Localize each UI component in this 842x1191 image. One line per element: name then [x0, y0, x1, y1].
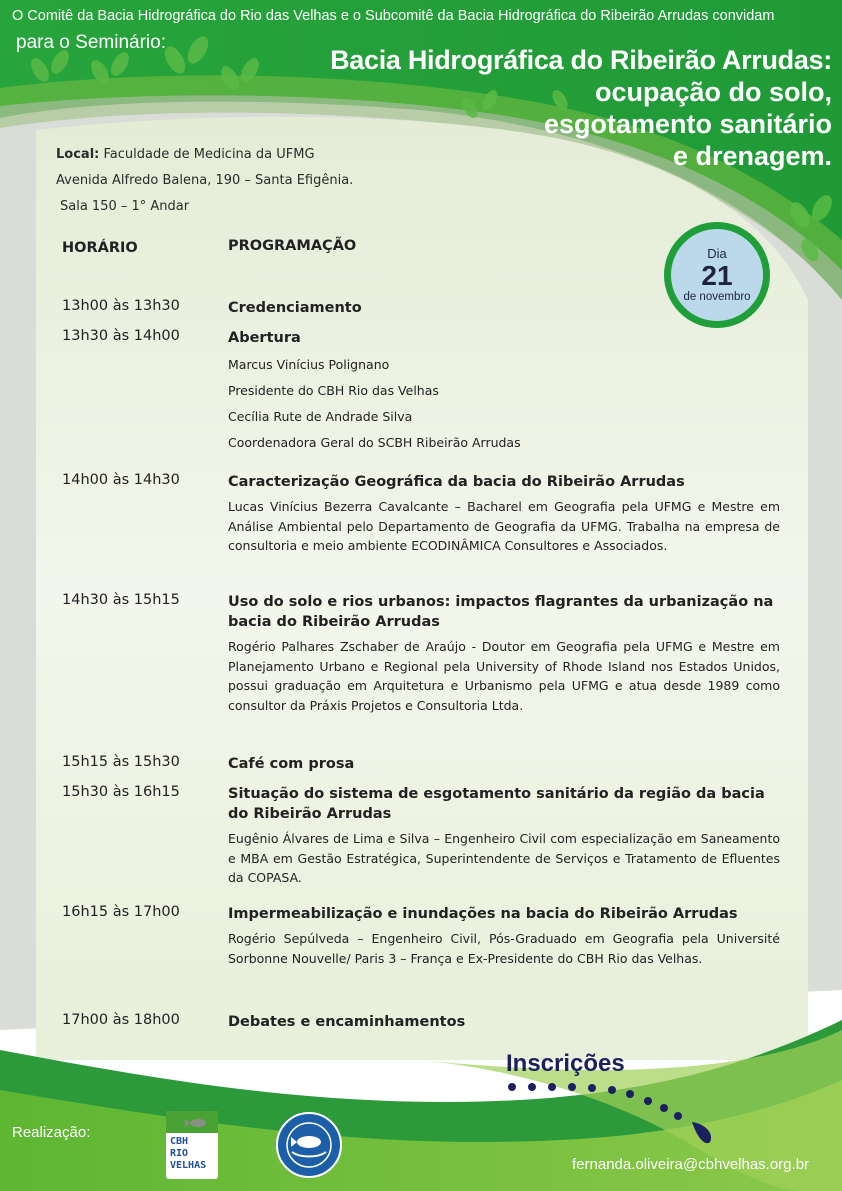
event-title — [330, 44, 832, 172]
schedule-time: 15h30 às 16h15 — [62, 784, 180, 800]
title-line-4: e drenagem. — [672, 141, 832, 171]
schedule-title: Credenciamento — [228, 300, 362, 316]
schedule-time: 17h00 às 18h00 — [62, 1012, 180, 1028]
contact-email[interactable]: fernanda.oliveira@cbhvelhas.org.br — [572, 1156, 810, 1173]
date-day-label: Dia — [707, 246, 727, 261]
schedule-content — [228, 592, 780, 715]
cbh-rio-das-velhas-logo — [166, 1111, 218, 1179]
speaker-line: Presidente do CBH Rio das Velhas — [228, 383, 439, 398]
location-address: Avenida Alfredo Balena, 190 – Santa Efigênia. — [56, 173, 354, 188]
schedule-title: Uso do solo e rios urbanos: impactos flagrantes da urbanização na bacia do Ribeirão Arrudas — [228, 594, 774, 630]
schedule-content — [228, 472, 780, 556]
date-day-number: 21 — [701, 260, 733, 291]
schedule-content — [228, 904, 780, 968]
schedule-title: Café com prosa — [228, 756, 355, 772]
schedule-title: Abertura — [228, 330, 301, 346]
speaker-line: Marcus Vinícius Polignano — [228, 357, 390, 372]
seminar-intro: para o Seminário: — [16, 32, 166, 53]
logo-text: CBH RIO VELHAS — [170, 1136, 207, 1171]
location-place-name: Faculdade de Medicina da UFMG — [99, 147, 315, 162]
speaker-line: Coordenadora Geral do SCBH Ribeirão Arrudas — [228, 435, 521, 450]
schedule-time: 13h00 às 13h30 — [62, 298, 180, 314]
schedule-title: Caracterização Geográfica da bacia do Ribeirão Arrudas — [228, 474, 685, 490]
title-line-1: Bacia Hidrográfica do Ribeirão Arrudas: — [330, 45, 832, 75]
organizers-label: Realização: — [12, 1124, 91, 1141]
column-header-time: HORÁRIO — [62, 240, 138, 256]
registration-heading: Inscrições — [506, 1050, 625, 1077]
column-header-program: PROGRAMAÇÃO — [228, 238, 357, 254]
title-line-3: esgotamento sanitário — [543, 109, 832, 139]
schedule-time: 13h30 às 14h00 — [62, 328, 180, 344]
location-block — [56, 142, 353, 220]
location-room: Sala 150 – 1° Andar — [60, 199, 190, 214]
speaker-description: Rogério Palhares Zschaber de Araújo - Doutor em Geografia pela UFMG e Mestre em Planejamento Urbano e Regional pela University of Rhode Island nos Estados Unidos, possui graduação em Arquitetura e Urbanismo pela UFMG e atua desde 1989 como consultor da Práxis Projetos e Consultoria Ltda. — [228, 639, 780, 713]
schedule-time: 15h15 às 15h30 — [62, 754, 180, 770]
schedule-content — [228, 754, 780, 774]
speaker-description: Eugênio Álvares de Lima e Silva – Engenheiro Civil com especialização em Saneamento e MBA em Gestão Estratégica, Superintendente de Serviços e Tratamento de Efluentes da COPASA. — [228, 831, 780, 885]
schedule-title: Impermeabilização e inundações na bacia do Ribeirão Arrudas — [228, 906, 738, 922]
date-month: de novembro — [683, 291, 751, 303]
schedule-title: Situação do sistema de esgotamento sanitário da região da bacia do Ribeirão Arrudas — [228, 786, 765, 822]
speaker-list — [228, 352, 780, 456]
schedule-content — [228, 784, 780, 888]
schedule-time: 14h00 às 14h30 — [62, 472, 180, 488]
schedule-content — [228, 298, 780, 318]
fish-icon — [166, 1111, 218, 1133]
location-label: Local: — [56, 147, 100, 162]
schedule-time: 14h30 às 15h15 — [62, 592, 180, 608]
schedule-content — [228, 1012, 780, 1032]
logo-fish-band — [166, 1111, 218, 1133]
schedule-time: 16h15 às 17h00 — [62, 904, 180, 920]
speaker-description: Lucas Vinícius Bezerra Cavalcante – Bacharel em Geografia pela UFMG e Mestre em Análise Ambiental pelo Departamento de Geografia da UFMG. Trabalha na empresa de consultoria e meio ambiente ECODINÂMICA Consultores e Associados. — [228, 499, 780, 553]
schedule-content — [228, 328, 780, 456]
speaker-line: Cecília Rute de Andrade Silva — [228, 409, 413, 424]
invite-line: O Comitê da Bacia Hidrográfica do Rio das Velhas e o Subcomitê da Bacia Hidrográfica do Ribeirão Arrudas convidam — [12, 8, 775, 24]
schedule-title: Debates e encaminhamentos — [228, 1014, 466, 1030]
title-line-2: ocupação do solo, — [594, 77, 832, 107]
scbh-arrudas-logo — [276, 1112, 342, 1178]
fish-emblem-icon — [278, 1114, 340, 1176]
speaker-description: Rogério Sepúlveda – Engenheiro Civil, Pós-Graduado em Geografia pela Université Sorbonne Nouvelle/ Paris 3 – França e Ex-Presidente do CBH Rio das Velhas. — [228, 931, 780, 966]
location-place — [56, 142, 353, 168]
